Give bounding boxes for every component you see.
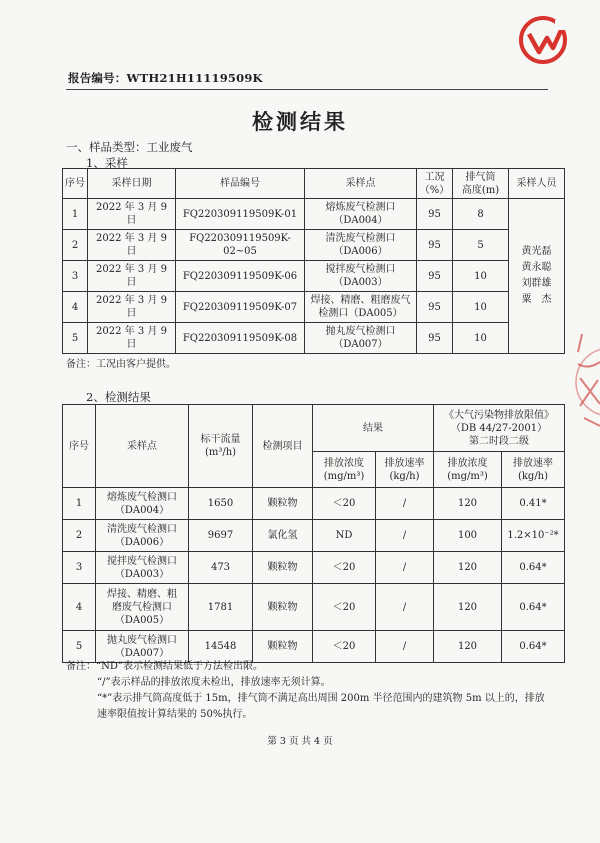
col-date: 采样日期 — [88, 169, 176, 199]
col-condition: 工况 （%） — [417, 169, 453, 199]
results-header-row: 序号 采样点 标干流量 (m³/h) 检测项目 结果 《大气污染物排放限值》 （DB 44/27-2001） 第二时段二级 — [63, 405, 565, 452]
sampler-names: 黄光磊 黄永聪 刘群雄 粟 杰 — [509, 199, 565, 354]
page-number: 第 3 页 共 4 页 — [267, 736, 333, 747]
section2-heading: 2、检测结果 — [86, 390, 151, 404]
section1-subheading: 1、采样 — [86, 156, 128, 170]
results-note-4: 速率限值按计算结果的 50%执行。 — [97, 709, 253, 720]
table-row: 4 焊接、精磨、粗 磨废气检测口 （DA005） 1781 颗粒物 ＜20 / 120 0.64* — [63, 584, 565, 631]
table-row: 2 2022 年 3 月 9 日 FQ220309119509K-02~05 清洗废气检测口 （DA006） 95 5 — [63, 230, 565, 261]
table-row: 1 熔炼废气检测口 （DA004） 1650 颗粒物 ＜20 / 120 0.41* — [63, 488, 565, 520]
table-row: 1 2022 年 3 月 9 日 FQ220309119509K-01 熔炼废气检测口 （DA004） 95 8 黄光磊 黄永聪 刘群雄 粟 杰 — [63, 199, 565, 230]
col-point: 采样点 — [305, 169, 417, 199]
results-note-3: “*”表示排气筒高度低于 15m，排气筒不满足高出周围 200m 半径范围内的建筑物 5m 以上的，排放 — [97, 693, 545, 704]
results-table — [62, 404, 565, 663]
col-sampler: 采样人员 — [509, 169, 565, 199]
table-row: 3 搅拌废气检测口 （DA003） 473 颗粒物 ＜20 / 120 0.64* — [63, 552, 565, 584]
table-row: 4 2022 年 3 月 9 日 FQ220309119509K-07 焊接、精磨、粗磨废气 检测口（DA005） 95 10 — [63, 292, 565, 323]
sampling-header-row — [63, 169, 565, 199]
report-number: 报告编号：WTH21H11119509K — [68, 71, 263, 85]
page-title: 检测结果 — [252, 109, 348, 134]
results-note-1: 备注：“ND”表示检测结果低于方法检出限。 — [66, 661, 263, 672]
results-subheader-row: 排放浓度 (mg/m³) 排放速率 (kg/h) 排放浓度 (mg/m³) 排放速率 (kg/h) — [63, 452, 565, 488]
table-row: 5 2022 年 3 月 9 日 FQ220309119509K-08 抛丸废气检测口 （DA007） 95 10 — [63, 323, 565, 354]
col-no: 序号 — [63, 169, 88, 199]
seal-stamp-icon — [574, 322, 600, 440]
results-note-2: “/”表示样品的排放浓度未检出，排放速率无须计算。 — [97, 677, 331, 688]
sampling-table — [62, 168, 565, 354]
col-sample-id: 样品编号 — [176, 169, 305, 199]
section1-heading: 一、样品类型：工业废气 — [66, 140, 193, 154]
table-row: 3 2022 年 3 月 9 日 FQ220309119509K-06 搅拌废气检测口 （DA003） 95 10 — [63, 261, 565, 292]
header-rule — [66, 89, 548, 90]
table-row: 2 清洗废气检测口 （DA006） 9697 氯化氢 ND / 100 1.2×10⁻²* — [63, 520, 565, 552]
col-height: 排气筒 高度(m) — [453, 169, 509, 199]
company-logo-icon — [517, 14, 569, 66]
sampling-note: 备注：工况由客户提供。 — [66, 359, 176, 370]
table-row: 5 抛丸废气检测口 （DA007） 14548 颗粒物 ＜20 / 120 0.64* — [63, 631, 565, 663]
